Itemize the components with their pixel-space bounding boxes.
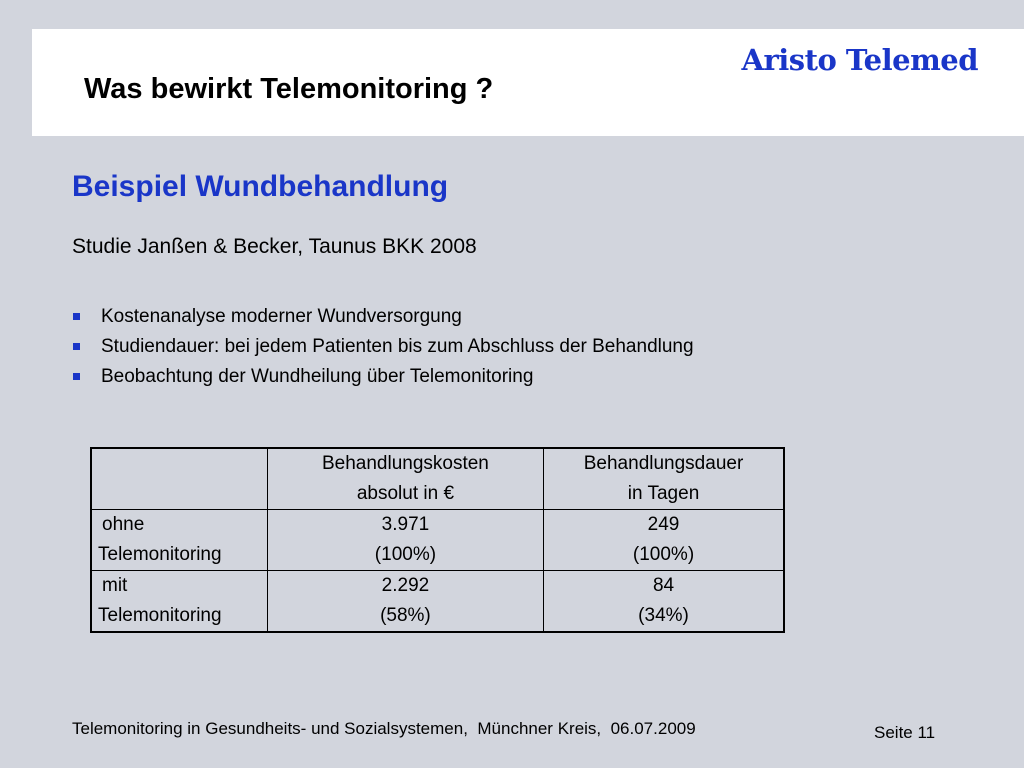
- table-row: [91, 510, 784, 571]
- table-row: [91, 571, 784, 633]
- page-title: Was bewirkt Telemonitoring ?: [84, 73, 494, 105]
- square-bullet-icon: [73, 343, 80, 350]
- header-cost-line-1: Behandlungskosten: [321, 453, 489, 474]
- study-reference: Studie Janßen & Becker, Taunus BKK 2008: [72, 235, 477, 258]
- row-label: [91, 510, 267, 571]
- row-label-line-2: Telemonitoring: [98, 605, 222, 626]
- row-label-line-1: mit: [102, 575, 128, 596]
- bullet-list: [72, 302, 694, 392]
- bullet-item: [72, 362, 694, 392]
- bullet-text: Beobachtung der Wundheilung über Telemonitoring: [101, 366, 534, 387]
- header-cost-line-2: absolut in €: [356, 483, 455, 504]
- cost-percent: (100%): [374, 544, 437, 565]
- header-duration-line-1: Behandlungsdauer: [583, 453, 744, 474]
- cost-value: 3.971: [381, 514, 430, 535]
- table-header-row: [91, 448, 784, 510]
- row-label-line-2: Telemonitoring: [98, 544, 222, 565]
- bullet-item: [72, 302, 694, 332]
- square-bullet-icon: [73, 373, 80, 380]
- duration-cell: [544, 571, 784, 633]
- cost-percent: (58%): [380, 605, 431, 626]
- header-cost: [267, 448, 543, 510]
- bullet-item: [72, 332, 694, 362]
- bullet-text: Kostenanalyse moderner Wundversorgung: [101, 306, 462, 327]
- duration-value: 249: [647, 514, 680, 535]
- bullet-text: Studiendauer: bei jedem Patienten bis zum Abschluss der Behandlung: [101, 336, 694, 357]
- header-band: [32, 29, 1024, 136]
- aristo-telemed-logo: Aristo Telemed: [741, 43, 978, 77]
- cost-comparison-table: [90, 447, 785, 633]
- section-heading: Beispiel Wundbehandlung: [72, 170, 449, 203]
- square-bullet-icon: [73, 313, 80, 320]
- duration-percent: (34%): [638, 605, 689, 626]
- cost-cell: [267, 571, 543, 633]
- duration-cell: [544, 510, 784, 571]
- cost-cell: [267, 510, 543, 571]
- duration-value: 84: [652, 575, 675, 596]
- row-label-line-1: ohne: [102, 514, 145, 535]
- header-duration-line-2: in Tagen: [627, 483, 700, 504]
- cost-value: 2.292: [381, 575, 430, 596]
- row-label: [91, 571, 267, 633]
- duration-percent: (100%): [632, 544, 695, 565]
- header-duration: [544, 448, 784, 510]
- page-number: Seite 11: [874, 723, 936, 742]
- header-empty-cell: [91, 448, 267, 510]
- footer-text: Telemonitoring in Gesundheits- und Sozialsystemen, Münchner Kreis, 06.07.2009: [72, 719, 696, 738]
